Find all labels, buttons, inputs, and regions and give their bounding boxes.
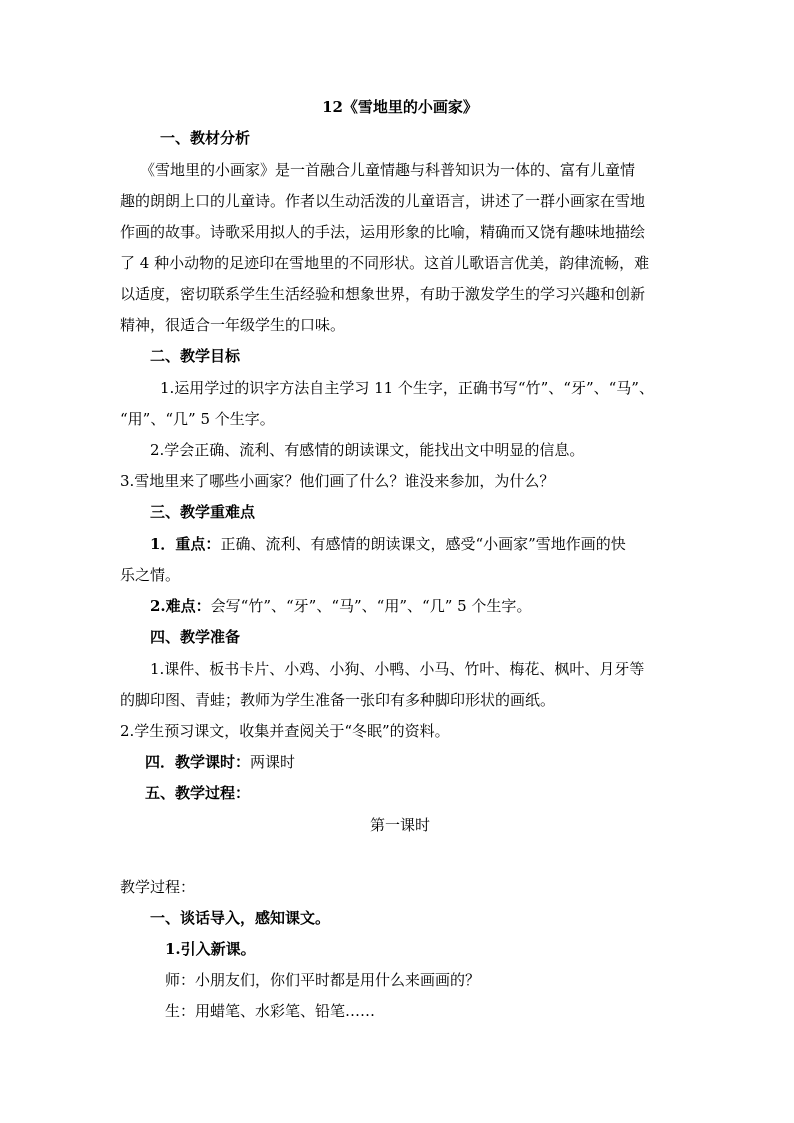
goal-1-line-1: 1.运用学过的识字方法自主学习 11 个生字，正确书写“竹”、“牙”、“马”、 — [160, 379, 654, 397]
class-hours-label: 四．教学课时： — [145, 753, 251, 771]
key-point-line-1 — [150, 534, 710, 554]
prep-2: 2.学生预习课文，收集并查阅关于“冬眠”的资料。 — [120, 722, 450, 740]
section-heading-key-points: 三、教学重难点 — [150, 503, 256, 521]
key-point-text: 正确、流利、有感情的朗读课文，感受“小画家”雪地作画的快 — [220, 535, 626, 553]
prep-1-line-2: 的脚印图、青蛙；教师为学生准备一张印有多种脚印形状的画纸。 — [120, 691, 556, 709]
analysis-line-5: 以适度，密切联系学生生活经验和想象世界，有助于激发学生的学习兴趣和创新 — [120, 285, 646, 303]
class-hours-value: 两课时 — [250, 753, 296, 771]
teacher-line: 师：小朋友们，你们平时都是用什么来画画的？ — [165, 971, 481, 989]
document-title: 12《雪地里的小画家》 — [322, 98, 478, 116]
part-1-sub-1: 1.引入新课。 — [165, 940, 256, 958]
goal-2: 2.学会正确、流利、有感情的朗读课文，能找出文中明显的信息。 — [150, 441, 585, 459]
difficulty-label: 2.难点： — [150, 597, 211, 615]
section-heading-preparation: 四、教学准备 — [150, 628, 241, 646]
difficulty-text: 会写“竹”、“牙”、“马”、“用”、“几” 5 个生字。 — [210, 597, 532, 615]
analysis-line-1: 《雪地里的小画家》是一首融合儿童情趣与科普知识为一体的、富有儿童情 — [140, 161, 636, 179]
difficulty-line — [150, 596, 710, 616]
goal-3: 3.雪地里来了哪些小画家？他们画了什么？谁没来参加，为什么？ — [120, 472, 555, 490]
lesson-title: 第一课时 — [369, 816, 430, 834]
section-heading-analysis: 一、教材分析 — [160, 129, 251, 147]
analysis-line-2: 趣的朗朗上口的儿童诗。作者以生动活泼的儿童语言，讲述了一群小画家在雪地 — [120, 192, 646, 210]
part-1-heading: 一、谈话导入，感知课文。 — [150, 909, 331, 927]
key-point-label: 1．重点： — [150, 535, 221, 553]
prep-1-line-1: 1.课件、板书卡片、小鸡、小狗、小鸭、小马、竹叶、梅花、枫叶、月牙等 — [150, 660, 645, 678]
section-heading-goals: 二、教学目标 — [150, 347, 241, 365]
process-label: 教学过程： — [120, 878, 196, 896]
class-hours-line — [145, 752, 705, 772]
student-line: 生：用蜡笔、水彩笔、铅笔…… — [165, 1002, 376, 1020]
section-heading-process: 五、教学过程： — [145, 784, 251, 802]
key-point-line-2: 乐之情。 — [120, 566, 181, 584]
analysis-line-3: 作画的故事。诗歌采用拟人的手法，运用形象的比喻，精确而又饶有趣味地描绘 — [120, 223, 646, 241]
analysis-line-4: 了 4 种小动物的足迹印在雪地里的不同形状。这首儿歌语言优美，韵律流畅，难 — [120, 254, 650, 272]
analysis-line-6: 精神，很适合一年级学生的口味。 — [120, 316, 346, 334]
goal-1-line-2: “用”、“几” 5 个生字。 — [120, 410, 275, 428]
